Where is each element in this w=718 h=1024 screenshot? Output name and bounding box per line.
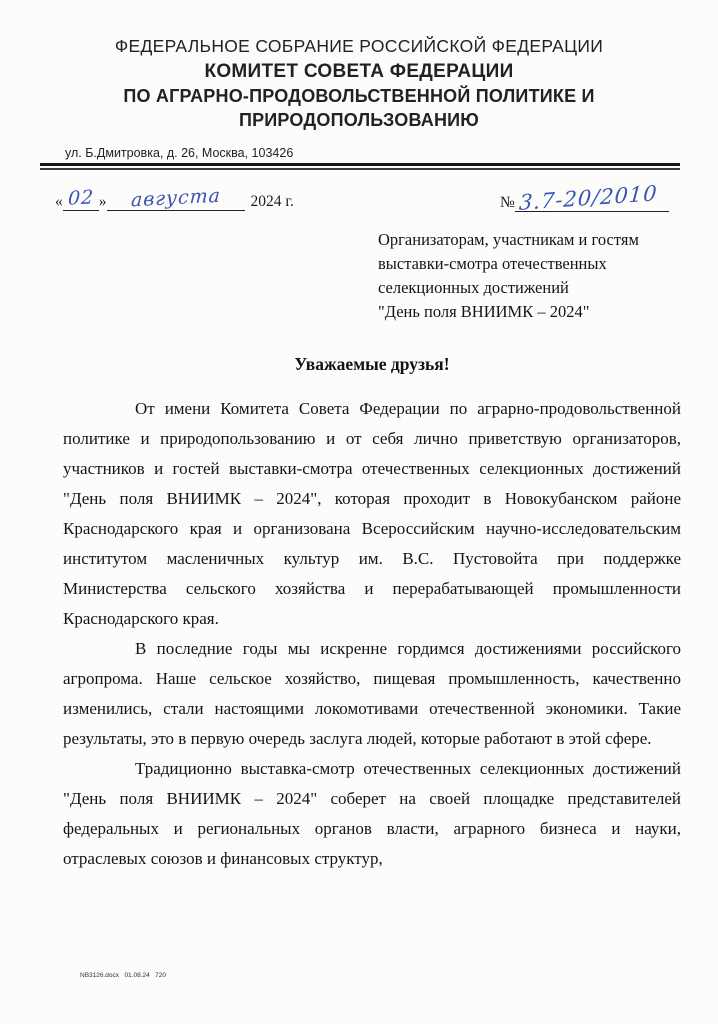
salutation: Уважаемые друзья!: [294, 354, 450, 374]
day-underline: [63, 188, 99, 211]
org-name-committee-line3: ПРИРОДОПОЛЬЗОВАНИЮ: [238, 110, 480, 130]
letterhead-divider: [40, 163, 680, 170]
quote-open: «: [55, 193, 63, 210]
number-field: [500, 181, 669, 215]
year-label: 2024 г.: [250, 193, 294, 210]
letterhead: [0, 36, 718, 131]
body-paragraph: От имени Комитета Совета Федерации по аграрно-продовольственной политике и природопользованию и от себя лично приветствую организаторов, участников и гостей выставки-смотра отечественных селекционных достижений "День поля ВНИИМК – 2024", которая проходит в Новокубанском районе Краснодарского края и организована Всероссийским научно-исследовательским институтом масленичных культур им. В.С. Пустовойта при поддержке Министерства сельского хозяйства и перерабатывающей промышленности Краснодарского края.: [63, 399, 681, 628]
body-paragraph: В последние годы мы искренне гордимся достижениями российского агропрома. Наше сельское хозяйство, пищевая промышленность, качественно изменились, стали настоящими локомотивами отечественной экономики. Такие результаты, это в первую очередь заслуга людей, которые работают в этой сфере.: [63, 639, 681, 748]
handwritten-number: 3.7-20/2010: [518, 181, 659, 215]
number-sign: №: [500, 194, 515, 211]
addressee-line: Организаторам, участникам и гостям: [378, 230, 639, 249]
handwritten-day: 02: [67, 186, 95, 210]
org-name-committee-line2: ПО АГРАРНО-ПРОДОВОЛЬСТВЕННОЙ ПОЛИТИКЕ И: [123, 86, 595, 106]
date-number-row: [0, 182, 718, 218]
letterhead-address: ул. Б.Дмитровка, д. 26, Москва, 103426: [65, 146, 294, 160]
org-name-parent: ФЕДЕРАЛЬНОЕ СОБРАНИЕ РОССИЙСКОЙ ФЕДЕРАЦИИ: [114, 36, 604, 56]
month-underline: [107, 184, 245, 212]
body-paragraph: Традиционно выставка-смотр отечественных селекционных достижений "День поля ВНИИМК – 2024" соберет на своей площадке представителей федеральных и региональных органов власти, аграрного бизнеса и науки, отраслевых союзов и финансовых структур,: [63, 759, 681, 868]
handwritten-month: августа: [129, 184, 222, 212]
addressee-line: селекционных достижений: [378, 278, 569, 297]
addressee-line: выставки-смотра отечественных: [378, 254, 607, 273]
letter-body: [63, 394, 681, 874]
addressee-line: "День поля ВНИИМК – 2024": [378, 302, 590, 321]
divider-thin-line: [40, 168, 680, 170]
footer-imprint: NB3126.docx 01.08.24 720: [80, 972, 167, 979]
org-name-committee: КОМИТЕТ СОВЕТА ФЕДЕРАЦИИ: [204, 61, 514, 82]
quote-close: »: [98, 193, 107, 210]
number-underline: [515, 181, 669, 215]
addressee-block: [378, 228, 648, 324]
date-field: [55, 184, 294, 212]
